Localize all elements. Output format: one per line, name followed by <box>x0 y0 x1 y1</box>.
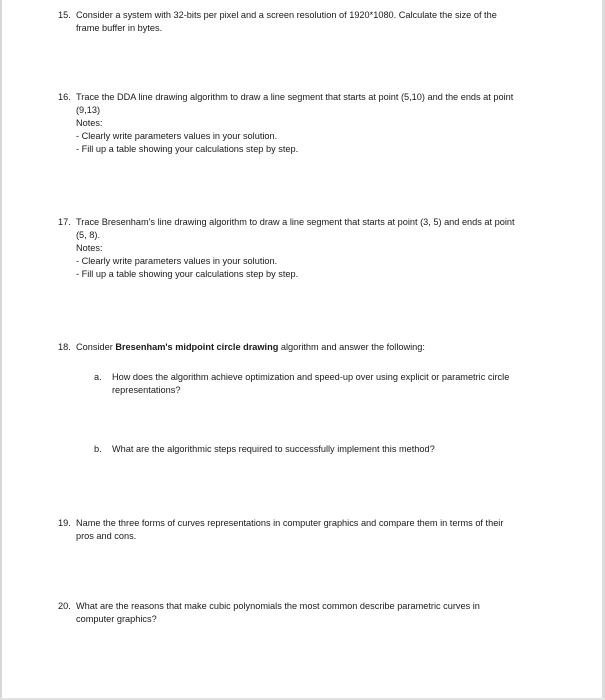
question-text <box>76 341 568 354</box>
question-line: Consider a system with 32-bits per pixel and a screen resolution of 1920*1080. Calculate the size of the <box>76 10 497 20</box>
question-text <box>76 517 568 543</box>
question-20 <box>58 600 568 626</box>
notes-heading: Notes: <box>76 243 103 253</box>
question-number: 20. <box>58 601 71 611</box>
question-18 <box>58 341 568 354</box>
question-line: frame buffer in bytes. <box>76 23 163 33</box>
question-number: 16. <box>58 92 71 102</box>
question-number: 17. <box>58 217 71 227</box>
question-line <box>76 341 568 354</box>
note-item: - Fill up a table showing your calculations step by step. <box>76 269 299 279</box>
question-number: 15. <box>58 10 71 20</box>
question-19 <box>58 517 568 543</box>
question-line: Name the three forms of curves representations in computer graphics and compare them in terms of their <box>76 518 504 528</box>
question-16 <box>58 91 568 156</box>
subquestion-letter: a. <box>94 372 102 382</box>
question-line: pros and cons. <box>76 531 137 541</box>
question-text <box>76 600 568 626</box>
question-text <box>76 91 568 156</box>
question-line: Trace Bresenham's line drawing algorithm to draw a line segment that starts at point (3, 5) and ends at point <box>76 217 515 227</box>
question-18b <box>94 443 564 456</box>
question-18a <box>94 371 564 397</box>
question-line: Trace the DDA line drawing algorithm to draw a line segment that starts at point (5,10) and the ends at point <box>76 92 514 102</box>
note-item: - Clearly write parameters values in your solution. <box>76 256 278 266</box>
question-line: (9,13) <box>76 105 101 115</box>
question-number: 18. <box>58 342 71 352</box>
notes-heading: Notes: <box>76 118 103 128</box>
subquestion-line: What are the algorithmic steps required to successfully implement this method? <box>112 444 435 454</box>
page-left-edge <box>0 0 2 700</box>
question-line: computer graphics? <box>76 614 157 624</box>
question-suffix: algorithm and answer the following: <box>278 342 425 352</box>
note-item: - Clearly write parameters values in your solution. <box>76 131 278 141</box>
question-15 <box>58 9 568 35</box>
subquestion-line: representations? <box>112 385 181 395</box>
note-item: - Fill up a table showing your calculations step by step. <box>76 144 299 154</box>
subquestion-text <box>112 443 564 456</box>
question-number: 19. <box>58 518 71 528</box>
question-line: (5, 8). <box>76 230 100 240</box>
subquestion-text <box>112 371 564 397</box>
question-prefix: Consider <box>76 342 116 352</box>
subquestion-line: How does the algorithm achieve optimization and speed-up over using explicit or parametric circle <box>112 372 510 382</box>
question-17 <box>58 216 568 281</box>
question-text <box>76 9 568 35</box>
question-line: What are the reasons that make cubic polynomials the most common describe parametric curves in <box>76 601 480 611</box>
algorithm-name: Bresenham's midpoint circle drawing <box>115 342 279 352</box>
question-text <box>76 216 568 281</box>
subquestion-letter: b. <box>94 444 102 454</box>
